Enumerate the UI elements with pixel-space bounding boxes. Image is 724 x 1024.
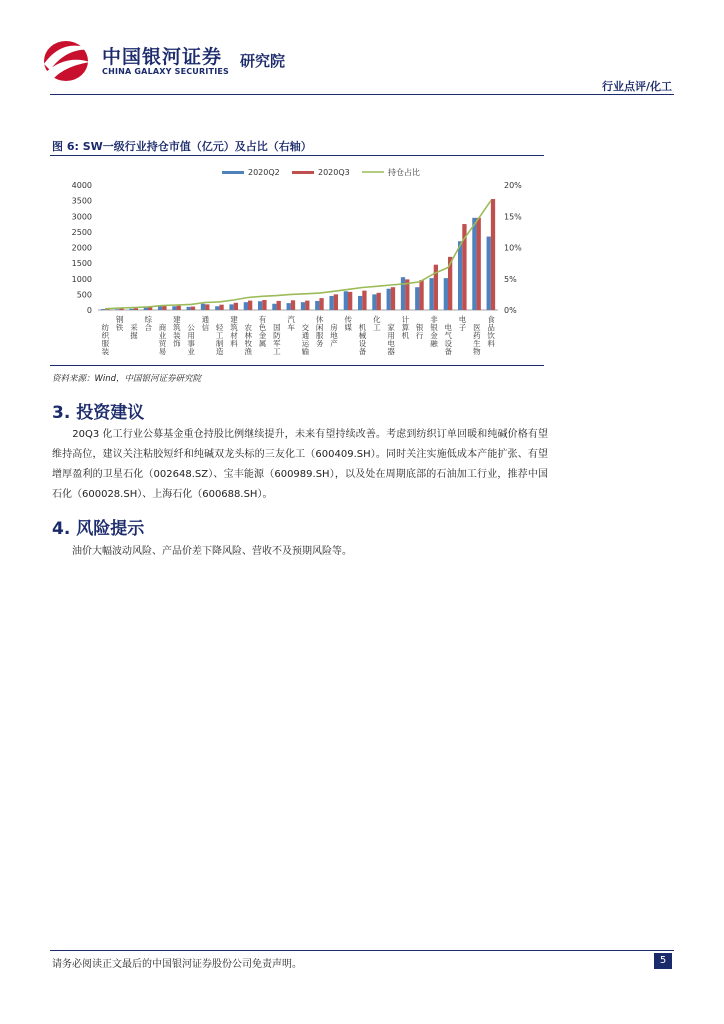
bar-2020q2 [229,304,233,310]
bar-2020q3 [191,307,195,310]
bar-2020q2 [115,309,119,310]
bar-2020q3 [219,305,223,310]
investment-paragraph: 20Q3 化工行业公募基金重仓持股比例继续提升，未来有望持续改善。考虑到纺织订单回暖和纯碱价格有望维持高位，建议关注粘胶短纤和纯碱双龙头标的三友化工（600409.SH）。同时关注实施低成本产能扩张、有望增厚盈利的卫星石化（002648.SZ）、宝丰能源（600989.SH），以及处在周期底部的石油加工行业，推荐中国石化（600028.SH）、上海石化（600688.SH）。 [52,429,548,500]
bar-2020q2 [344,291,348,310]
bar-2020q3 [348,292,352,310]
risk-paragraph: 油价大幅波动风险、产品价差下降风险、营收不及预期风险等。 [52,546,352,557]
galaxy-logo-icon [36,34,96,86]
bar-2020q2 [387,289,391,310]
x-tick-label: 传媒 [344,315,352,332]
bar-2020q3 [162,306,166,310]
x-tick-label: 计算机 [401,315,410,340]
y2-tick-label: 10% [504,243,522,253]
header-divider [50,94,674,95]
bar-2020q2 [301,302,305,310]
bar-2020q3 [291,300,295,310]
x-tick-label: 建筑材料 [230,315,238,348]
y2-tick-label: 0% [504,306,517,315]
bar-2020q3 [277,301,281,310]
x-tick-label: 房地产 [330,323,338,348]
y-tick-label: 500 [76,290,92,300]
x-tick-label: 采掘 [130,323,138,340]
footer-disclaimer: 请务必阅读正文最后的中国银河证券股份公司免责声明。 [52,959,302,970]
x-tick-label: 国防军工 [273,323,281,356]
y-tick-label: 1500 [71,259,92,269]
x-tick-label: 轻工制造 [215,323,224,356]
bar-2020q2 [472,218,476,310]
figure-top-rule [50,155,544,156]
bar-2020q3 [148,308,152,311]
logo-chinese-name: 中国银河证券 [102,46,223,68]
logo-institute: 研究院 [240,52,286,70]
bar-2020q2 [458,241,462,310]
x-tick-label: 纺织服装 [101,323,110,356]
section-heading-risk: 4. 风险提示 [52,519,145,539]
x-tick-label: 医药生物 [473,323,481,356]
x-tick-label: 通信 [201,315,210,332]
bar-2020q2 [144,308,148,311]
x-tick-label: 汽车 [287,315,295,332]
x-tick-label: 交通运输 [301,323,310,356]
bar-2020q2 [244,302,248,310]
bar-2020q2 [372,294,376,310]
bar-2020q2 [358,296,362,310]
bar-2020q3 [305,301,309,310]
legend-label-2020q2: 2020Q2 [248,168,280,177]
y-tick-label: 1000 [71,274,92,284]
y2-tick-label: 20% [504,181,522,190]
bar-2020q2 [401,277,405,310]
bar-2020q2 [287,303,291,310]
legend-swatch-2020q3 [292,171,314,174]
x-tick-label: 休闲服务 [315,315,324,348]
bar-2020q3 [205,304,209,310]
x-tick-label: 非银金融 [430,315,438,348]
y-tick-label: 2500 [71,227,92,237]
x-tick-label: 银行 [415,323,424,340]
bar-2020q3 [491,199,495,310]
holdings-chart [50,160,544,360]
y-tick-label: 0 [86,306,92,315]
x-tick-label: 商业贸易 [158,323,167,356]
bar-2020q2 [187,307,191,310]
bar-2020q3 [248,301,252,310]
figure-source: 资料来源：Wind，中国银河证券研究院 [52,374,202,384]
bar-2020q3 [177,306,181,310]
x-tick-label: 电子 [458,315,467,332]
bar-2020q3 [134,308,138,310]
bar-2020q3 [391,287,395,310]
bar-2020q2 [272,304,276,310]
x-tick-label: 综合 [144,315,152,332]
legend-swatch-2020q2 [222,171,244,174]
bar-2020q3 [477,218,481,310]
x-tick-label: 机械设备 [358,323,367,356]
bar-2020q3 [319,298,323,310]
x-tick-label: 食品饮料 [487,315,495,348]
bar-2020q3 [334,294,338,310]
report-category: 行业点评/化工 [601,80,672,93]
bar-2020q2 [215,306,219,310]
x-tick-label: 电气设备 [444,323,452,356]
y-tick-label: 2000 [71,243,92,253]
bar-2020q2 [429,278,433,310]
bar-2020q2 [201,304,205,310]
bar-2020q2 [258,301,262,310]
bar-2020q2 [315,301,319,310]
y2-tick-label: 5% [504,274,517,284]
bar-2020q3 [362,291,366,310]
y-tick-label: 3000 [71,212,92,222]
footer-divider [50,950,674,951]
bar-2020q3 [262,300,266,310]
bar-2020q2 [101,309,105,310]
legend-label-ratio: 持仓占比 [388,168,420,177]
x-tick-label: 公用事业 [187,323,195,356]
x-tick-label: 有色金属 [258,315,267,348]
logo-english-name: CHINA GALAXY SECURITIES [102,67,229,76]
y-tick-label: 3500 [71,196,92,206]
bar-2020q2 [129,309,133,310]
legend-label-2020q3: 2020Q3 [318,168,350,177]
bar-2020q3 [234,303,238,310]
y-tick-label: 4000 [71,181,92,190]
x-tick-label: 家用电器 [387,323,395,356]
company-logo [36,34,306,86]
x-tick-label: 化工 [373,315,381,332]
figure-title: 图 6: SW一级行业持仓市值（亿元）及占比（右轴） [52,140,312,153]
bar-2020q3 [419,280,423,310]
x-tick-label: 钢铁 [115,315,124,332]
bar-2020q2 [487,237,491,310]
x-tick-label: 农林牧渔 [244,323,252,356]
bar-2020q2 [329,296,333,310]
section-heading-investment: 3. 投资建议 [52,403,145,423]
figure-bottom-rule [50,365,544,366]
bar-2020q3 [377,293,381,310]
x-tick-label: 建筑装饰 [173,315,181,348]
bar-2020q2 [444,278,448,310]
bar-2020q2 [415,287,419,310]
bar-2020q2 [172,306,176,310]
y2-tick-label: 15% [504,212,522,222]
page-number: 5 [654,953,672,969]
